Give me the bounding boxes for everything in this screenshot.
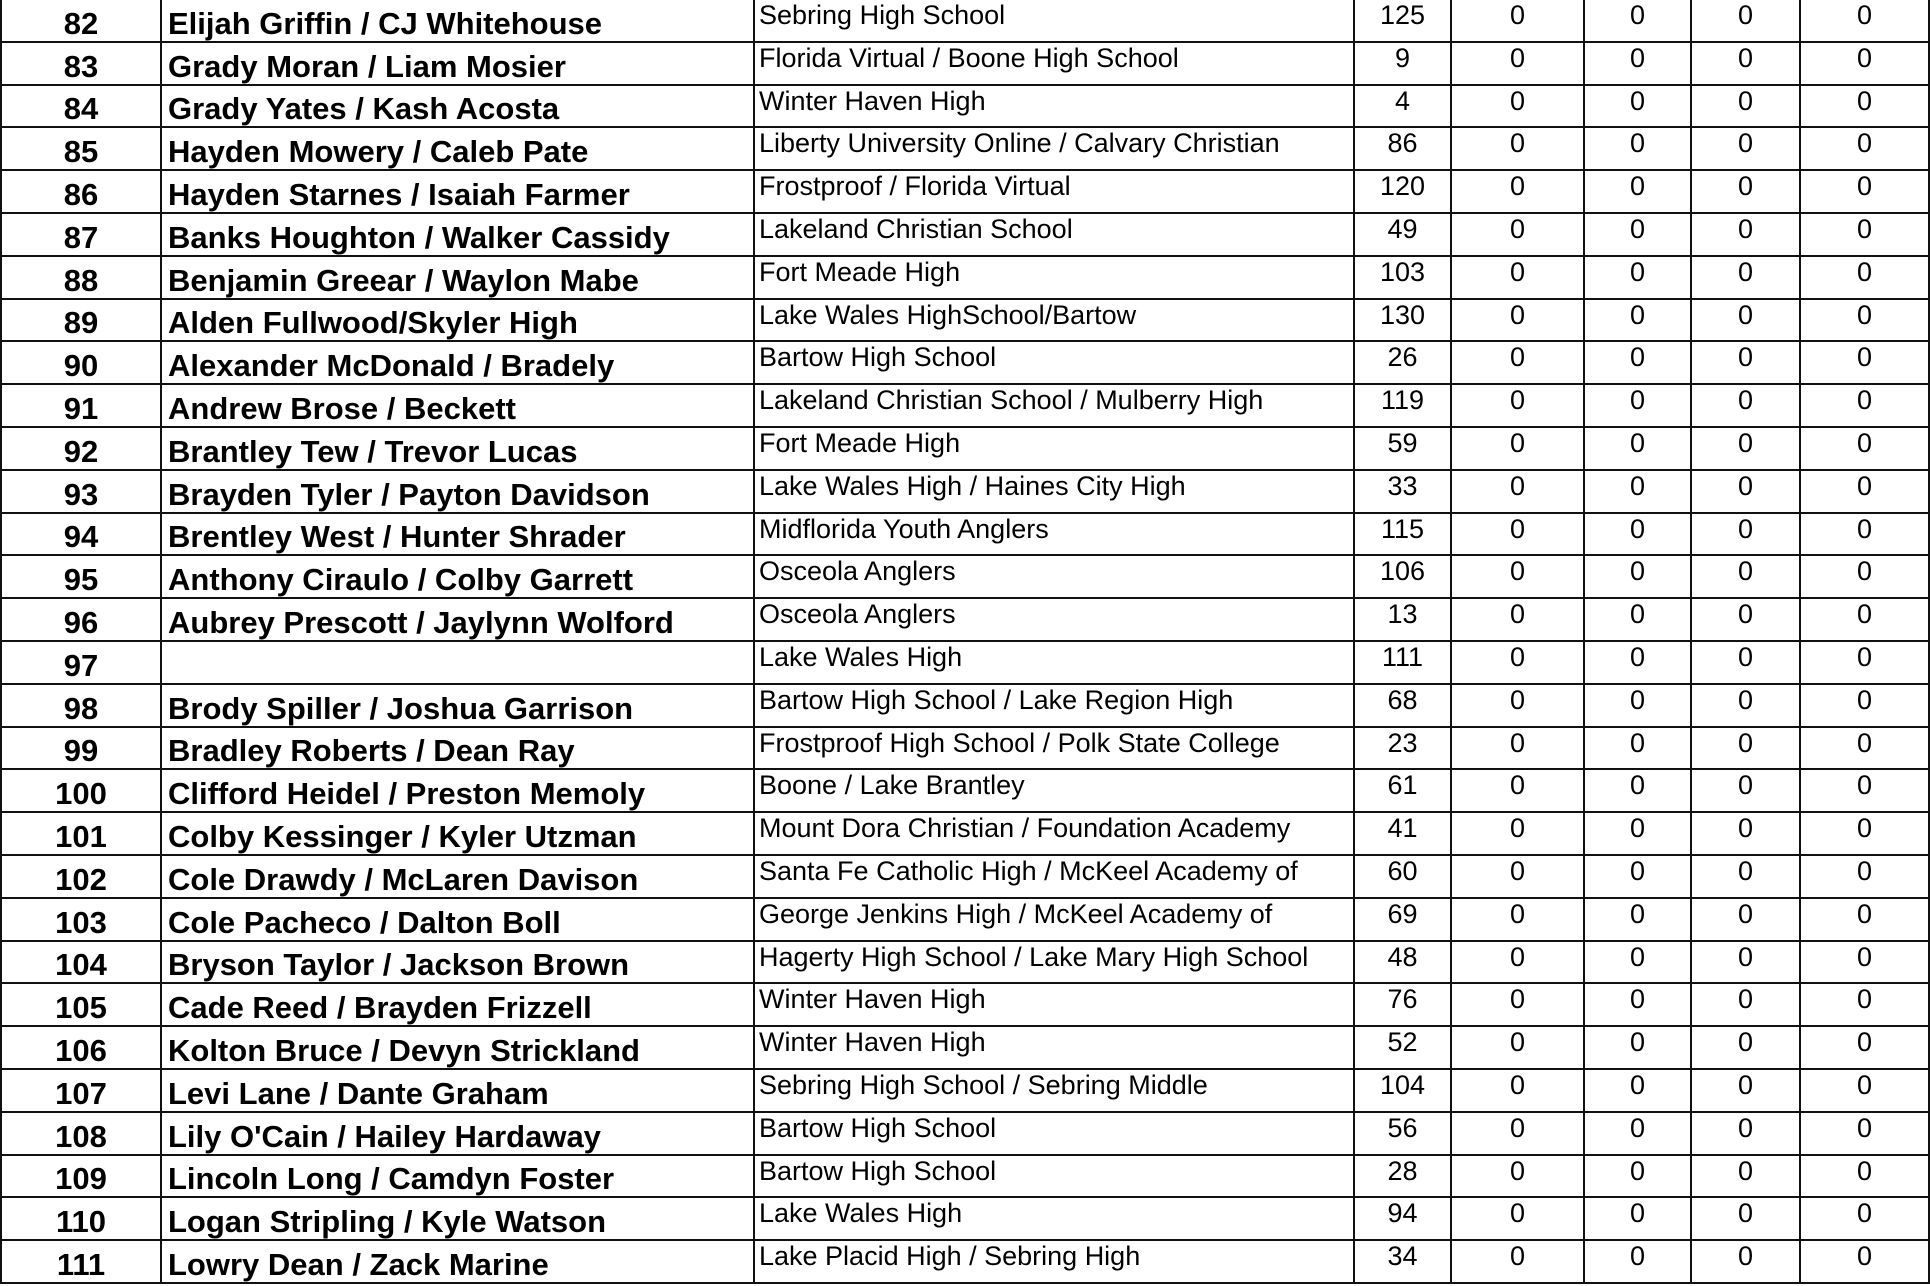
score-cell: 0 <box>1584 1197 1691 1240</box>
score-cell: 0 <box>1584 427 1691 470</box>
school-cell: Sebring High School / Sebring Middle <box>754 1069 1354 1112</box>
score-cell: 0 <box>1691 470 1800 513</box>
table-row <box>1 213 1929 256</box>
score-cell: 0 <box>1691 85 1800 128</box>
score-cell: 0 <box>1584 684 1691 727</box>
score-cell: 0 <box>1584 170 1691 213</box>
school-cell: Boone / Lake Brantley <box>754 769 1354 812</box>
score-cell: 0 <box>1800 513 1929 556</box>
team-name-cell: Bryson Taylor / Jackson Brown <box>161 941 754 984</box>
school-cell: Fort Meade High <box>754 256 1354 299</box>
entry-number-cell: 91 <box>1 384 161 427</box>
school-cell: Bartow High School <box>754 1112 1354 1155</box>
score-cell: 0 <box>1451 1155 1584 1198</box>
boat-number-cell: 34 <box>1354 1240 1451 1283</box>
boat-number-cell: 48 <box>1354 941 1451 984</box>
entry-number-cell: 105 <box>1 983 161 1026</box>
entry-number-cell: 86 <box>1 170 161 213</box>
school-cell: Bartow High School <box>754 341 1354 384</box>
entry-number-cell: 93 <box>1 470 161 513</box>
score-cell: 0 <box>1451 1069 1584 1112</box>
entry-number-cell: 110 <box>1 1197 161 1240</box>
table-row <box>1 1026 1929 1069</box>
table-row <box>1 684 1929 727</box>
score-cell: 0 <box>1800 341 1929 384</box>
score-cell: 0 <box>1451 555 1584 598</box>
school-cell: Lake Placid High / Sebring High <box>754 1240 1354 1283</box>
table-row <box>1 555 1929 598</box>
table-row <box>1 769 1929 812</box>
team-name-cell: Clifford Heidel / Preston Memoly <box>161 769 754 812</box>
boat-number-cell: 115 <box>1354 513 1451 556</box>
score-cell: 0 <box>1584 598 1691 641</box>
team-name-cell: Kolton Bruce / Devyn Strickland <box>161 1026 754 1069</box>
score-cell: 0 <box>1451 812 1584 855</box>
score-cell: 0 <box>1584 470 1691 513</box>
table-row <box>1 1112 1929 1155</box>
entry-number-cell: 82 <box>1 0 161 42</box>
boat-number-cell: 86 <box>1354 127 1451 170</box>
score-cell: 0 <box>1451 1112 1584 1155</box>
school-cell: Lake Wales High <box>754 1197 1354 1240</box>
school-cell: Mount Dora Christian / Foundation Academy <box>754 812 1354 855</box>
score-cell: 0 <box>1451 0 1584 42</box>
team-name-cell: Cole Drawdy / McLaren Davison <box>161 855 754 898</box>
entry-number-cell: 101 <box>1 812 161 855</box>
score-cell: 0 <box>1800 1155 1929 1198</box>
score-cell: 0 <box>1584 1240 1691 1283</box>
score-cell: 0 <box>1584 384 1691 427</box>
team-name-cell: Levi Lane / Dante Graham <box>161 1069 754 1112</box>
score-cell: 0 <box>1800 855 1929 898</box>
score-cell: 0 <box>1451 684 1584 727</box>
table-row <box>1 42 1929 85</box>
entry-number-cell: 87 <box>1 213 161 256</box>
table-row <box>1 598 1929 641</box>
team-name-cell: Brayden Tyler / Payton Davidson <box>161 470 754 513</box>
team-name-cell: Alexander McDonald / Bradely <box>161 341 754 384</box>
school-cell: Florida Virtual / Boone High School <box>754 42 1354 85</box>
score-cell: 0 <box>1691 898 1800 941</box>
score-cell: 0 <box>1584 341 1691 384</box>
score-cell: 0 <box>1584 941 1691 984</box>
school-cell: Lakeland Christian School <box>754 213 1354 256</box>
boat-number-cell: 49 <box>1354 213 1451 256</box>
entry-number-cell: 83 <box>1 42 161 85</box>
score-cell: 0 <box>1800 470 1929 513</box>
entry-number-cell: 85 <box>1 127 161 170</box>
table-row <box>1 427 1929 470</box>
score-cell: 0 <box>1451 513 1584 556</box>
score-cell: 0 <box>1800 641 1929 684</box>
school-cell: Lakeland Christian School / Mulberry High <box>754 384 1354 427</box>
score-cell: 0 <box>1800 213 1929 256</box>
team-name-cell: Logan Stripling / Kyle Watson <box>161 1197 754 1240</box>
table-row <box>1 0 1929 42</box>
team-name-cell: Brentley West / Hunter Shrader <box>161 513 754 556</box>
score-cell: 0 <box>1691 1026 1800 1069</box>
boat-number-cell: 119 <box>1354 384 1451 427</box>
boat-number-cell: 104 <box>1354 1069 1451 1112</box>
score-cell: 0 <box>1584 769 1691 812</box>
table-row <box>1 127 1929 170</box>
table-row <box>1 1240 1929 1283</box>
score-cell: 0 <box>1800 42 1929 85</box>
score-cell: 0 <box>1691 256 1800 299</box>
table-row <box>1 299 1929 342</box>
score-cell: 0 <box>1451 170 1584 213</box>
score-cell: 0 <box>1584 85 1691 128</box>
score-cell: 0 <box>1800 555 1929 598</box>
school-cell: Sebring High School <box>754 0 1354 42</box>
score-cell: 0 <box>1800 1069 1929 1112</box>
entry-number-cell: 111 <box>1 1240 161 1283</box>
table-row <box>1 470 1929 513</box>
school-cell: Lake Wales High <box>754 641 1354 684</box>
score-cell: 0 <box>1800 1197 1929 1240</box>
table-row <box>1 983 1929 1026</box>
school-cell: Liberty University Online / Calvary Christian <box>754 127 1354 170</box>
score-cell: 0 <box>1691 513 1800 556</box>
score-cell: 0 <box>1451 470 1584 513</box>
table-row <box>1 941 1929 984</box>
boat-number-cell: 28 <box>1354 1155 1451 1198</box>
team-name-cell: Hayden Starnes / Isaiah Farmer <box>161 170 754 213</box>
entry-number-cell: 106 <box>1 1026 161 1069</box>
score-cell: 0 <box>1800 598 1929 641</box>
score-cell: 0 <box>1451 427 1584 470</box>
school-cell: Frostproof / Florida Virtual <box>754 170 1354 213</box>
school-cell: Winter Haven High <box>754 85 1354 128</box>
team-name-cell: Andrew Brose / Beckett <box>161 384 754 427</box>
team-name-cell: Cade Reed / Brayden Frizzell <box>161 983 754 1026</box>
table-row <box>1 384 1929 427</box>
table-row <box>1 727 1929 770</box>
score-cell: 0 <box>1584 299 1691 342</box>
entry-number-cell: 100 <box>1 769 161 812</box>
score-cell: 0 <box>1451 769 1584 812</box>
table-row <box>1 898 1929 941</box>
table-row <box>1 812 1929 855</box>
score-cell: 0 <box>1691 598 1800 641</box>
score-cell: 0 <box>1800 299 1929 342</box>
entry-number-cell: 95 <box>1 555 161 598</box>
score-cell: 0 <box>1800 812 1929 855</box>
entry-number-cell: 108 <box>1 1112 161 1155</box>
score-cell: 0 <box>1800 727 1929 770</box>
score-cell: 0 <box>1451 256 1584 299</box>
score-cell: 0 <box>1451 1240 1584 1283</box>
team-name-cell <box>161 641 754 684</box>
entry-number-cell: 94 <box>1 513 161 556</box>
score-cell: 0 <box>1691 170 1800 213</box>
boat-number-cell: 68 <box>1354 684 1451 727</box>
team-name-cell: Grady Yates / Kash Acosta <box>161 85 754 128</box>
score-cell: 0 <box>1451 941 1584 984</box>
school-cell: Osceola Anglers <box>754 598 1354 641</box>
boat-number-cell: 33 <box>1354 470 1451 513</box>
boat-number-cell: 76 <box>1354 983 1451 1026</box>
boat-number-cell: 26 <box>1354 341 1451 384</box>
entry-number-cell: 88 <box>1 256 161 299</box>
boat-number-cell: 69 <box>1354 898 1451 941</box>
table-row <box>1 341 1929 384</box>
score-cell: 0 <box>1691 1155 1800 1198</box>
score-cell: 0 <box>1584 256 1691 299</box>
school-cell: Santa Fe Catholic High / McKeel Academy of <box>754 855 1354 898</box>
school-cell: Midflorida Youth Anglers <box>754 513 1354 556</box>
team-name-cell: Hayden Mowery / Caleb Pate <box>161 127 754 170</box>
score-cell: 0 <box>1691 0 1800 42</box>
team-name-cell: Bradley Roberts / Dean Ray <box>161 727 754 770</box>
school-cell: Osceola Anglers <box>754 555 1354 598</box>
boat-number-cell: 111 <box>1354 641 1451 684</box>
team-name-cell: Benjamin Greear / Waylon Mabe <box>161 256 754 299</box>
score-cell: 0 <box>1691 855 1800 898</box>
entry-number-cell: 97 <box>1 641 161 684</box>
score-cell: 0 <box>1584 1069 1691 1112</box>
score-cell: 0 <box>1584 127 1691 170</box>
score-cell: 0 <box>1451 1026 1584 1069</box>
score-cell: 0 <box>1800 898 1929 941</box>
entry-number-cell: 92 <box>1 427 161 470</box>
boat-number-cell: 52 <box>1354 1026 1451 1069</box>
entry-number-cell: 99 <box>1 727 161 770</box>
score-cell: 0 <box>1800 127 1929 170</box>
boat-number-cell: 13 <box>1354 598 1451 641</box>
score-cell: 0 <box>1451 299 1584 342</box>
score-cell: 0 <box>1584 983 1691 1026</box>
score-cell: 0 <box>1691 1197 1800 1240</box>
score-cell: 0 <box>1691 641 1800 684</box>
team-name-cell: Cole Pacheco / Dalton Boll <box>161 898 754 941</box>
score-cell: 0 <box>1691 1240 1800 1283</box>
table-row <box>1 170 1929 213</box>
score-cell: 0 <box>1451 727 1584 770</box>
score-cell: 0 <box>1691 727 1800 770</box>
score-cell: 0 <box>1691 684 1800 727</box>
entry-number-cell: 96 <box>1 598 161 641</box>
score-cell: 0 <box>1691 941 1800 984</box>
score-cell: 0 <box>1800 1112 1929 1155</box>
score-cell: 0 <box>1584 1026 1691 1069</box>
score-cell: 0 <box>1691 812 1800 855</box>
score-cell: 0 <box>1584 42 1691 85</box>
boat-number-cell: 130 <box>1354 299 1451 342</box>
school-cell: Winter Haven High <box>754 983 1354 1026</box>
score-cell: 0 <box>1584 641 1691 684</box>
score-cell: 0 <box>1451 898 1584 941</box>
score-cell: 0 <box>1800 983 1929 1026</box>
score-cell: 0 <box>1451 341 1584 384</box>
score-cell: 0 <box>1584 1112 1691 1155</box>
score-cell: 0 <box>1691 299 1800 342</box>
score-cell: 0 <box>1800 170 1929 213</box>
team-name-cell: Anthony Ciraulo / Colby Garrett <box>161 555 754 598</box>
score-cell: 0 <box>1584 213 1691 256</box>
table-row <box>1 641 1929 684</box>
entry-number-cell: 102 <box>1 855 161 898</box>
score-cell: 0 <box>1451 598 1584 641</box>
score-cell: 0 <box>1691 427 1800 470</box>
team-name-cell: Lily O'Cain / Hailey Hardaway <box>161 1112 754 1155</box>
boat-number-cell: 4 <box>1354 85 1451 128</box>
school-cell: Lake Wales HighSchool/Bartow <box>754 299 1354 342</box>
table-row <box>1 256 1929 299</box>
score-cell: 0 <box>1451 127 1584 170</box>
table-row <box>1 1155 1929 1198</box>
score-cell: 0 <box>1800 769 1929 812</box>
table-row <box>1 1197 1929 1240</box>
boat-number-cell: 56 <box>1354 1112 1451 1155</box>
team-name-cell: Colby Kessinger / Kyler Utzman <box>161 812 754 855</box>
entry-number-cell: 98 <box>1 684 161 727</box>
score-cell: 0 <box>1451 42 1584 85</box>
team-name-cell: Alden Fullwood/Skyler High <box>161 299 754 342</box>
school-cell: Fort Meade High <box>754 427 1354 470</box>
school-cell: Bartow High School / Lake Region High <box>754 684 1354 727</box>
boat-number-cell: 125 <box>1354 0 1451 42</box>
boat-number-cell: 61 <box>1354 769 1451 812</box>
entry-number-cell: 90 <box>1 341 161 384</box>
score-cell: 0 <box>1584 898 1691 941</box>
team-name-cell: Aubrey Prescott / Jaylynn Wolford <box>161 598 754 641</box>
score-cell: 0 <box>1691 384 1800 427</box>
team-name-cell: Grady Moran / Liam Mosier <box>161 42 754 85</box>
team-name-cell: Lincoln Long / Camdyn Foster <box>161 1155 754 1198</box>
score-cell: 0 <box>1584 0 1691 42</box>
team-name-cell: Brantley Tew / Trevor Lucas <box>161 427 754 470</box>
entry-number-cell: 107 <box>1 1069 161 1112</box>
boat-number-cell: 120 <box>1354 170 1451 213</box>
school-cell: Winter Haven High <box>754 1026 1354 1069</box>
boat-number-cell: 41 <box>1354 812 1451 855</box>
score-cell: 0 <box>1451 983 1584 1026</box>
score-cell: 0 <box>1800 0 1929 42</box>
score-cell: 0 <box>1691 769 1800 812</box>
score-cell: 0 <box>1691 341 1800 384</box>
school-cell: Bartow High School <box>754 1155 1354 1198</box>
boat-number-cell: 9 <box>1354 42 1451 85</box>
score-cell: 0 <box>1451 384 1584 427</box>
score-cell: 0 <box>1800 1240 1929 1283</box>
entry-number-cell: 104 <box>1 941 161 984</box>
score-cell: 0 <box>1800 85 1929 128</box>
boat-number-cell: 94 <box>1354 1197 1451 1240</box>
score-cell: 0 <box>1691 983 1800 1026</box>
score-cell: 0 <box>1691 42 1800 85</box>
boat-number-cell: 106 <box>1354 555 1451 598</box>
score-cell: 0 <box>1584 812 1691 855</box>
score-cell: 0 <box>1691 213 1800 256</box>
team-name-cell: Brody Spiller / Joshua Garrison <box>161 684 754 727</box>
score-cell: 0 <box>1584 1155 1691 1198</box>
entry-number-cell: 84 <box>1 85 161 128</box>
score-cell: 0 <box>1691 1112 1800 1155</box>
school-cell: Frostproof High School / Polk State College <box>754 727 1354 770</box>
score-cell: 0 <box>1451 641 1584 684</box>
entry-number-cell: 89 <box>1 299 161 342</box>
score-cell: 0 <box>1451 1197 1584 1240</box>
school-cell: George Jenkins High / McKeel Academy of <box>754 898 1354 941</box>
score-cell: 0 <box>1800 1026 1929 1069</box>
score-cell: 0 <box>1691 127 1800 170</box>
score-cell: 0 <box>1584 555 1691 598</box>
team-name-cell: Elijah Griffin / CJ Whitehouse <box>161 0 754 42</box>
school-cell: Hagerty High School / Lake Mary High School <box>754 941 1354 984</box>
score-cell: 0 <box>1584 513 1691 556</box>
table-row <box>1 855 1929 898</box>
team-name-cell: Lowry Dean / Zack Marine <box>161 1240 754 1283</box>
boat-number-cell: 59 <box>1354 427 1451 470</box>
boat-number-cell: 60 <box>1354 855 1451 898</box>
team-name-cell: Banks Houghton / Walker Cassidy <box>161 213 754 256</box>
entry-number-cell: 103 <box>1 898 161 941</box>
table-row <box>1 513 1929 556</box>
school-cell: Lake Wales High / Haines City High <box>754 470 1354 513</box>
score-cell: 0 <box>1451 85 1584 128</box>
table-row <box>1 1069 1929 1112</box>
score-cell: 0 <box>1800 684 1929 727</box>
score-cell: 0 <box>1691 555 1800 598</box>
table-body <box>1 0 1929 1283</box>
entry-number-cell: 109 <box>1 1155 161 1198</box>
score-cell: 0 <box>1800 384 1929 427</box>
score-cell: 0 <box>1800 941 1929 984</box>
score-cell: 0 <box>1584 855 1691 898</box>
boat-number-cell: 23 <box>1354 727 1451 770</box>
boat-number-cell: 103 <box>1354 256 1451 299</box>
score-cell: 0 <box>1584 727 1691 770</box>
score-cell: 0 <box>1451 855 1584 898</box>
score-cell: 0 <box>1451 213 1584 256</box>
score-cell: 0 <box>1691 1069 1800 1112</box>
score-cell: 0 <box>1800 256 1929 299</box>
table-row <box>1 85 1929 128</box>
score-cell: 0 <box>1800 427 1929 470</box>
